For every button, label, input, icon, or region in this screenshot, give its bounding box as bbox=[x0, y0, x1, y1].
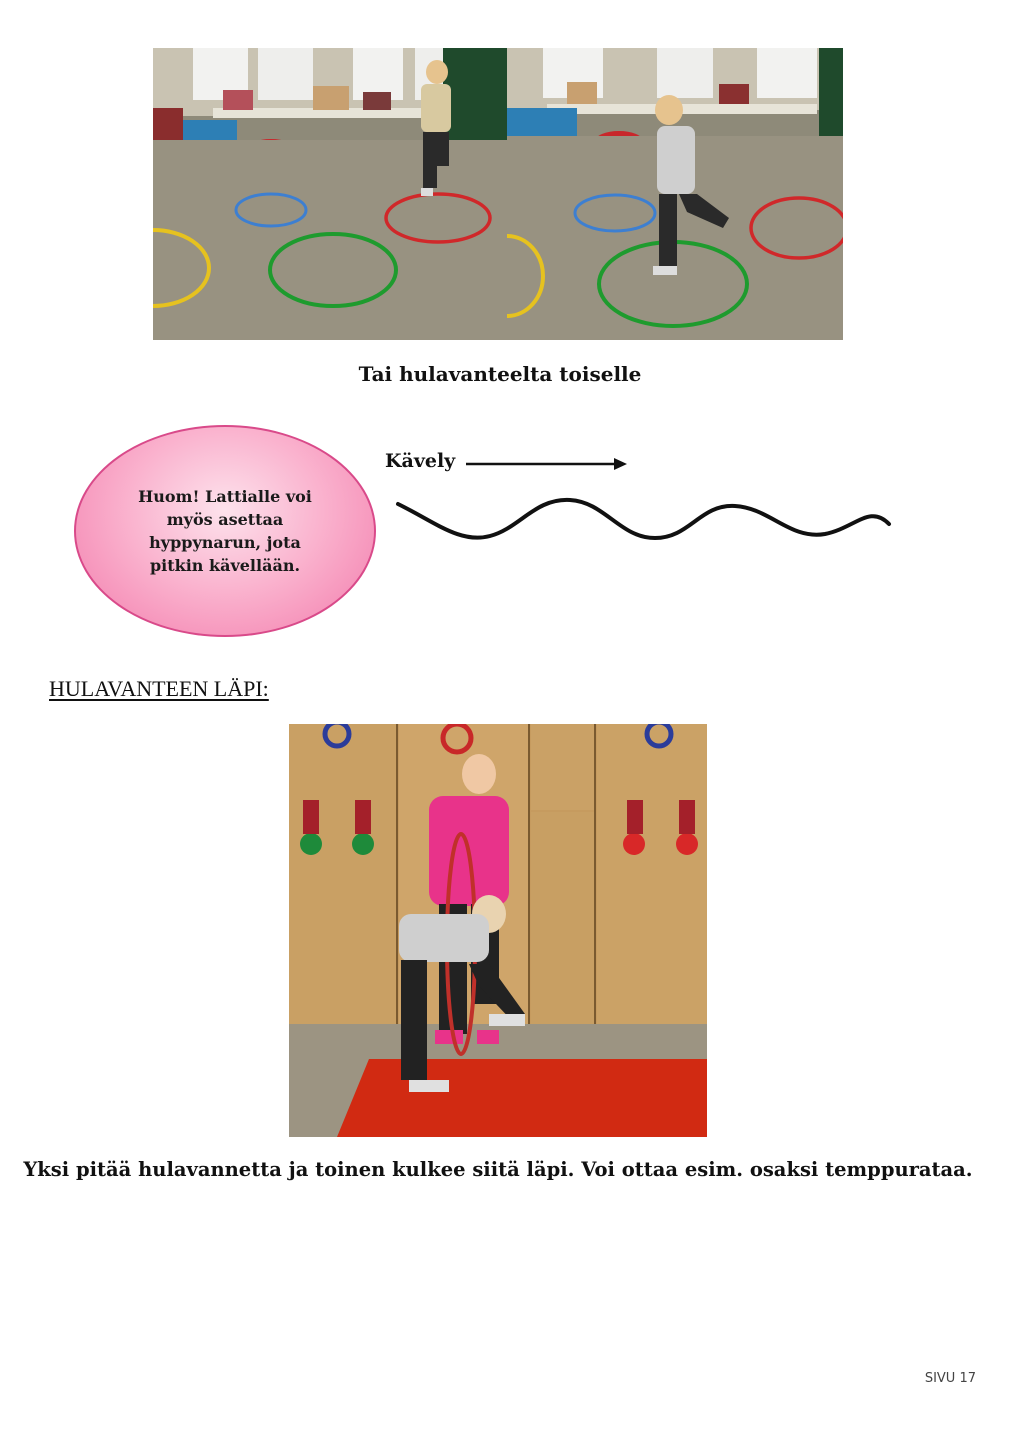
walk-label: Kävely bbox=[385, 450, 456, 472]
photo-caption-hoops: Tai hulavanteelta toiselle bbox=[358, 362, 642, 386]
wavy-rope-line bbox=[395, 490, 895, 550]
photo-child-through-hoop bbox=[289, 724, 707, 1137]
note-bubble bbox=[74, 425, 376, 637]
photo-child-landing-hoop bbox=[507, 48, 843, 340]
page-number: SIVU 17 bbox=[924, 1371, 976, 1386]
section-heading: HULAVANTEEN LÄPI: bbox=[49, 676, 269, 701]
photo-child-jumping-hoops bbox=[153, 48, 507, 340]
photo-caption-through-hoop: Yksi pitää hulavannetta ja toinen kulkee siitä läpi. Voi ottaa esim. osaksi temppurataa. bbox=[23, 1158, 973, 1181]
arrow-right-icon bbox=[464, 455, 630, 473]
note-text: Huom! Lattialle voi myös asettaa hyppynarun, jota pitkin kävellään. bbox=[138, 487, 312, 575]
